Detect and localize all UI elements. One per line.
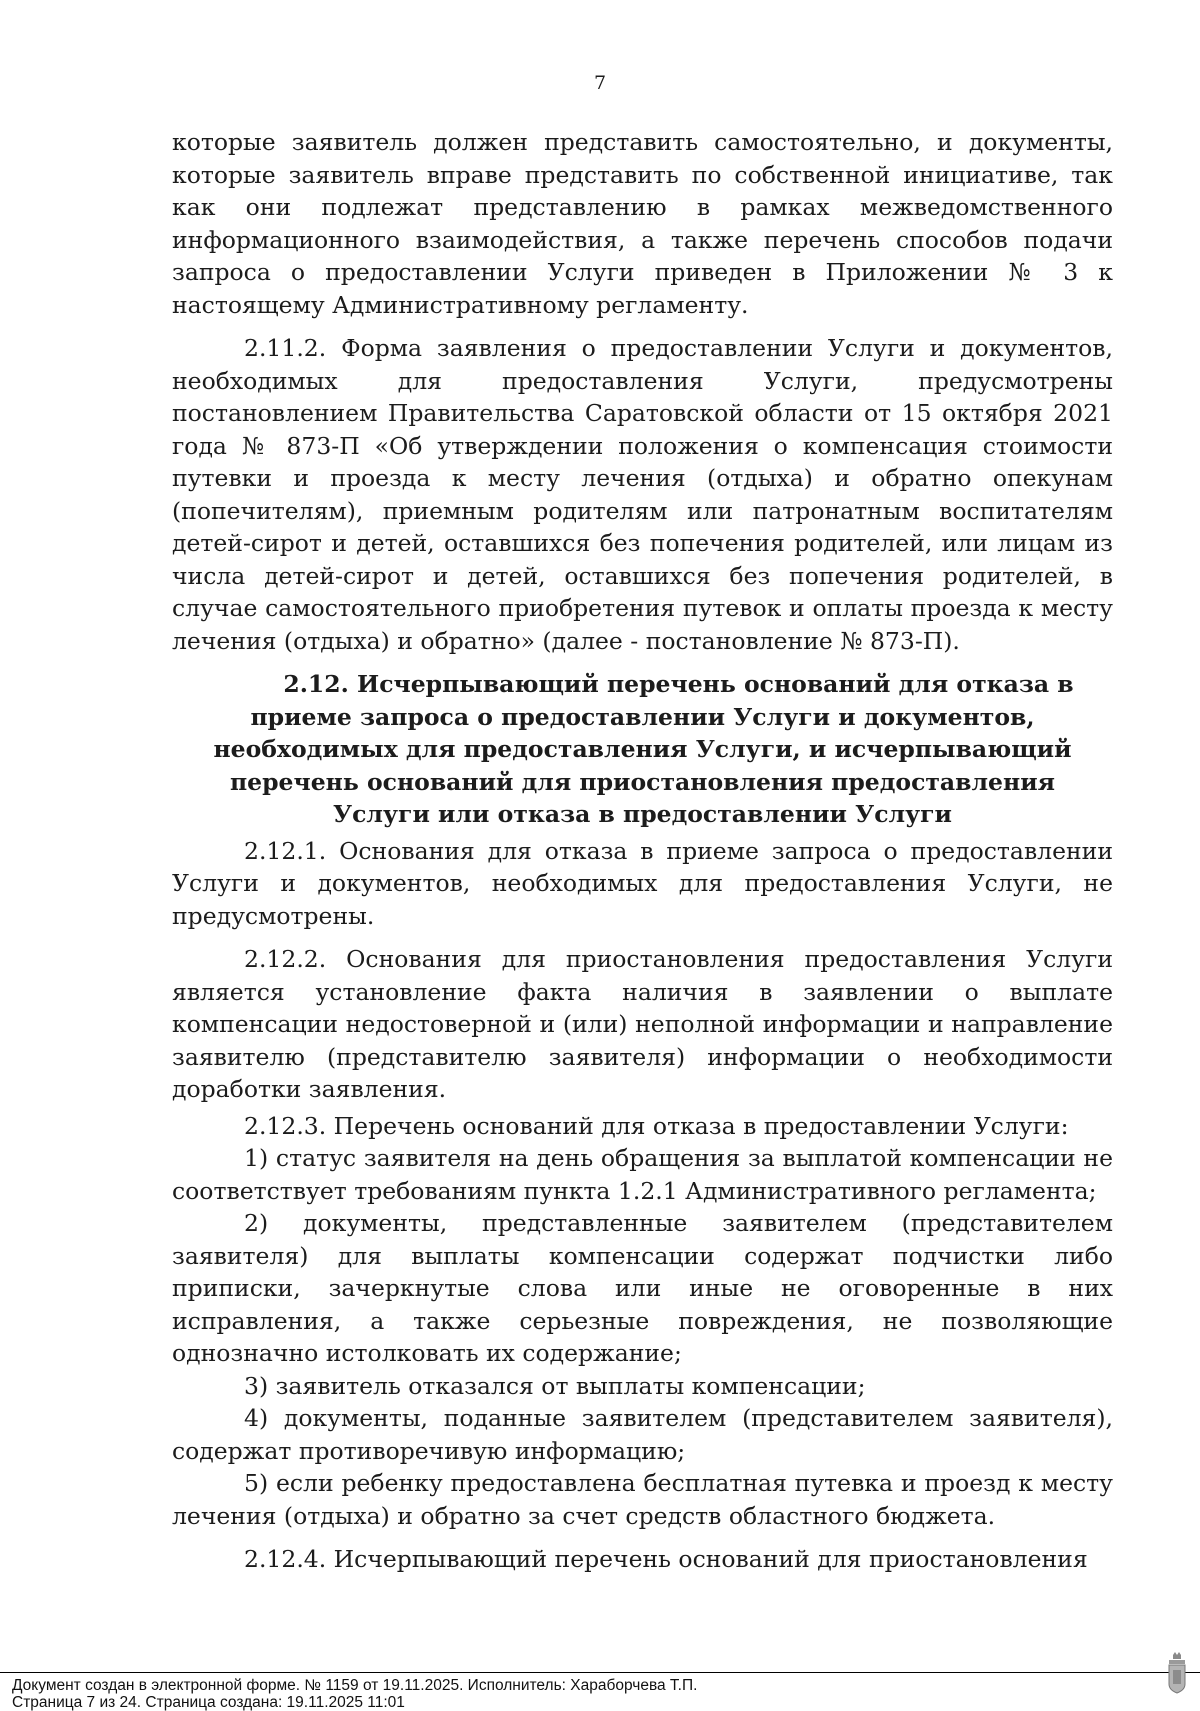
footer-info [12, 1677, 697, 1711]
list-item: 3) заявитель отказался от выплаты компенсации; [244, 1371, 866, 1400]
footer-line-page: Страница 7 из 24. Страница создана: 19.11.2025 11:01 [12, 1694, 405, 1711]
page-number: 7 [593, 72, 607, 94]
paragraph-2-12-4: 2.12.4. Исчерпывающий перечень оснований для приостановления [244, 1545, 1088, 1573]
paragraph-2-12-2: 2.12.2. Основания для приостановления предоставления Услуги является установление факта наличия в заявлении о выплате компенсации недостоверной и (или) неполной информации и направление заявителю (представителю заявителя) информации о необходимости доработки заявления. [172, 945, 1113, 1103]
footer-line-document: Документ создан в электронной форме. № 1159 от 19.11.2025. Исполнитель: Хараборчева Т.П. [12, 1677, 698, 1694]
paragraph-2-12-1: 2.12.1. Основания для отказа в приеме запроса о предоставлении Услуги и документов, необходимых для предоставления Услуги, не предусмотрены. [172, 836, 1113, 930]
document-body [172, 126, 1113, 1576]
paragraph-2-12-3: 2.12.3. Перечень оснований для отказа в предоставлении Услуги: [244, 1111, 1069, 1140]
paragraph: которые заявитель должен представить самостоятельно, и документы, которые заявитель вправе представить по собственной инициативе, так как они подлежат представлению в рамках межведомственного информационного взаимодействия, а также перечень способов подачи запроса о предоставлении Услуги приведен в Приложении № 3 к настоящему Административному регламенту. [172, 128, 1113, 319]
footer-divider [0, 1672, 1200, 1673]
list-item: 5) если ребенку предоставлена бесплатная путевка и проезд к месту лечения (отдыха) и обратно за счет средств областного бюджета. [172, 1469, 1113, 1530]
section-heading-text: Исчерпывающий перечень оснований для отказа в приеме запроса о предоставлении Услуги и документов, необходимых для предоставления Услуги, и исчерпывающий перечень оснований для приостановления предоставления Услуги или отказа в предоставлении Услуги [213, 670, 1074, 828]
coat-of-arms-icon [1166, 1652, 1188, 1694]
paragraph-2-11-2: 2.11.2. Форма заявления о предоставлении Услуги и документов, необходимых для предоставления Услуги, предусмотрены постановлением Правительства Саратовской области от 15 октября 2021 года № 873-П «Об утверждении положения о компенсация стоимости путевки и проезда к месту лечения (отдыха) и обратно опекунам (попечителям), приемным родителям или патронатным воспитателям детей-сирот и детей, оставшихся без попечения родителей, или лицам из числа детей-сирот и детей, оставшихся без попечения родителей, в случае самостоятельного приобретения путевок и оплаты проезда к месту лечения (отдыха) и обратно» (далее - постановление № 873-П). [172, 334, 1113, 655]
section-heading-2-12 [172, 668, 1113, 831]
list-item: 4) документы, поданные заявителем (представителем заявителя), содержат противоречивую информацию; [172, 1404, 1113, 1465]
section-heading-number: 2.12. [283, 670, 349, 698]
list-item: 1) статус заявителя на день обращения за выплатой компенсации не соответствует требованиям пункта 1.2.1 Административного регламента; [172, 1144, 1113, 1205]
list-item: 2) документы, представленные заявителем (представителем заявителя) для выплаты компенсации содержат подчистки либо приписки, зачеркнутые слова или иные не оговоренные в них исправления, а также серьезные повреждения, не позволяющие однозначно истолковать их содержание; [172, 1209, 1113, 1367]
